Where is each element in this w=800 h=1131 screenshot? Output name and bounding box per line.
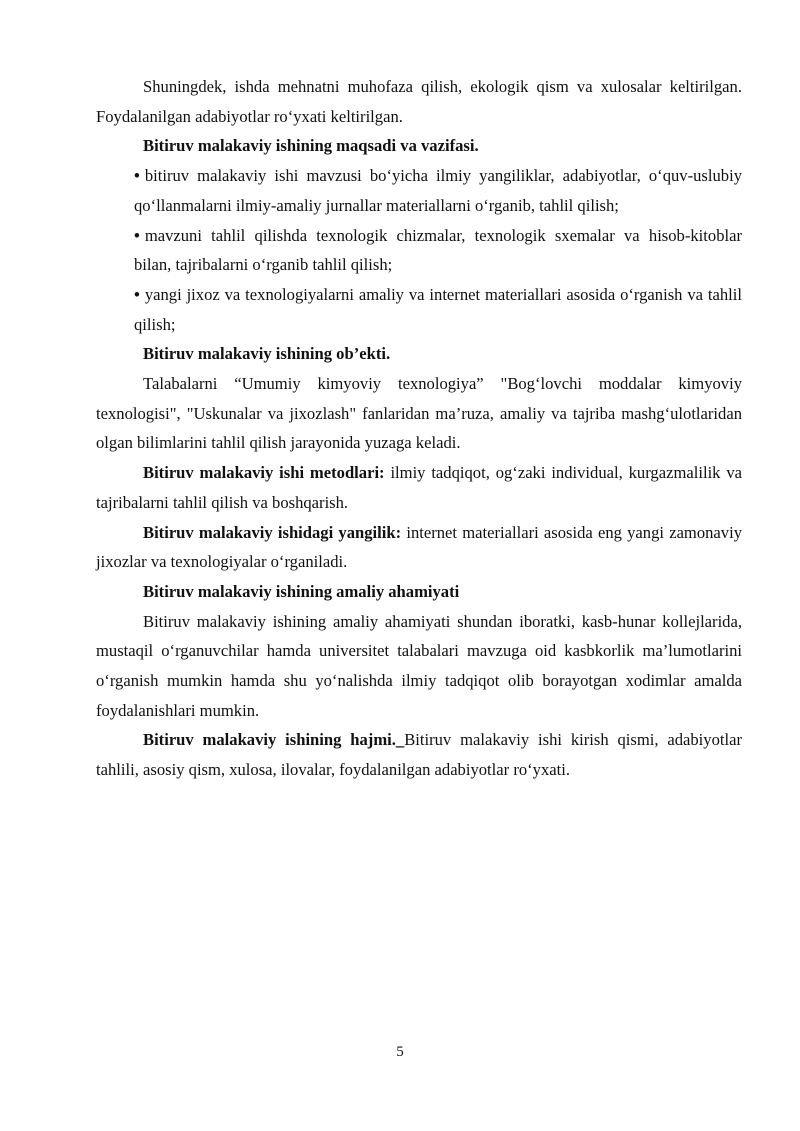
goal-item-text: yangi jixoz va texnologiyalarni amaliy va internet materiallari asosida o‘rganish va tahlil qilish; bbox=[134, 284, 742, 334]
goal-list-item bbox=[96, 280, 742, 339]
bullet-icon: • bbox=[134, 284, 140, 304]
novelty-paragraph bbox=[96, 518, 742, 577]
novelty-text: internet materiallari asosida eng yangi zamonaviy jixozlar va texnologiyalar o‘rganiladi. bbox=[96, 522, 742, 572]
volume-paragraph bbox=[96, 725, 742, 784]
practical-paragraph: Bitiruv malakaviy ishining amaliy ahamiyati shundan iboratki, kasb-hunar kollejlarida, mustaqil o‘rganuvchilar hamda universitet talabalari mavzuga oid kasbkorlik ma’lumotlarini o‘rganish mumkin hamda shu yo‘nalishda ilmiy tadqiqot olib borayotgan xodimlar amalda foydalanishlari mumkin. bbox=[96, 611, 742, 720]
volume-label: Bitiruv malakaviy ishining hajmi. bbox=[143, 730, 396, 750]
intro-paragraph: Shuningdek, ishda mehnatni muhofaza qilish, ekologik qism va xulosalar keltirilgan. Foydalanilgan adabiyotlar ro‘yxati keltirilgan. bbox=[96, 77, 742, 126]
goal-item-text: bitiruv malakaviy ishi mavzusi bo‘yicha ilmiy yangiliklar, adabiyotlar, o‘quv-uslubiy qo‘llanmalarni ilmiy-amaliy jurnallar materiallarni o‘rganib, tahlil qilish; bbox=[134, 166, 742, 215]
bullet-icon: • bbox=[134, 166, 140, 186]
methods-text: ilmiy tadqiqot, og‘zaki individual, kurgazmalilik va tajribalarni tahlil qilish va boshqarish. bbox=[96, 463, 742, 512]
methods-label: Bitiruv malakaviy ishi metodlari: bbox=[143, 463, 385, 483]
bullet-icon: • bbox=[134, 225, 140, 245]
novelty-label: Bitiruv malakaviy ishidagi yangilik: bbox=[143, 522, 402, 542]
goal-list-item bbox=[96, 221, 742, 280]
document-page bbox=[96, 72, 742, 785]
object-heading: Bitiruv malakaviy ishining ob’ekti. bbox=[143, 344, 391, 364]
goal-item-text: mavzuni tahlil qilishda texnologik chizmalar, texnologik sxemalar va hisob-kitoblar bilan, tajribalarni o‘rganib tahlil qilish; bbox=[134, 225, 742, 275]
goal-heading: Bitiruv malakaviy ishining maqsadi va vazifasi. bbox=[143, 136, 479, 156]
goal-list-item bbox=[96, 161, 742, 220]
practical-heading: Bitiruv malakaviy ishining amaliy ahamiyati bbox=[143, 581, 460, 601]
volume-text: Bitiruv malakaviy ishi kirish qismi, adabiyotlar tahlili, asosiy qism, xulosa, ilovalar, foydalanilgan adabiyotlar ro‘yxati. bbox=[96, 730, 742, 780]
methods-paragraph bbox=[96, 458, 742, 517]
volume-separator: _ bbox=[395, 730, 405, 750]
page-number: 5 bbox=[396, 1044, 404, 1060]
object-paragraph: Talabalarni “Umumiy kimyoviy texnologiya” "Bog‘lovchi moddalar kimyoviy texnologisi", "Uskunalar va jixozlash" fanlaridan ma’ruza, amaliy va tajriba mashg‘ulotlaridan olgan bilimlarini tahlil qilish jarayonida yuzaga keladi. bbox=[96, 374, 742, 453]
